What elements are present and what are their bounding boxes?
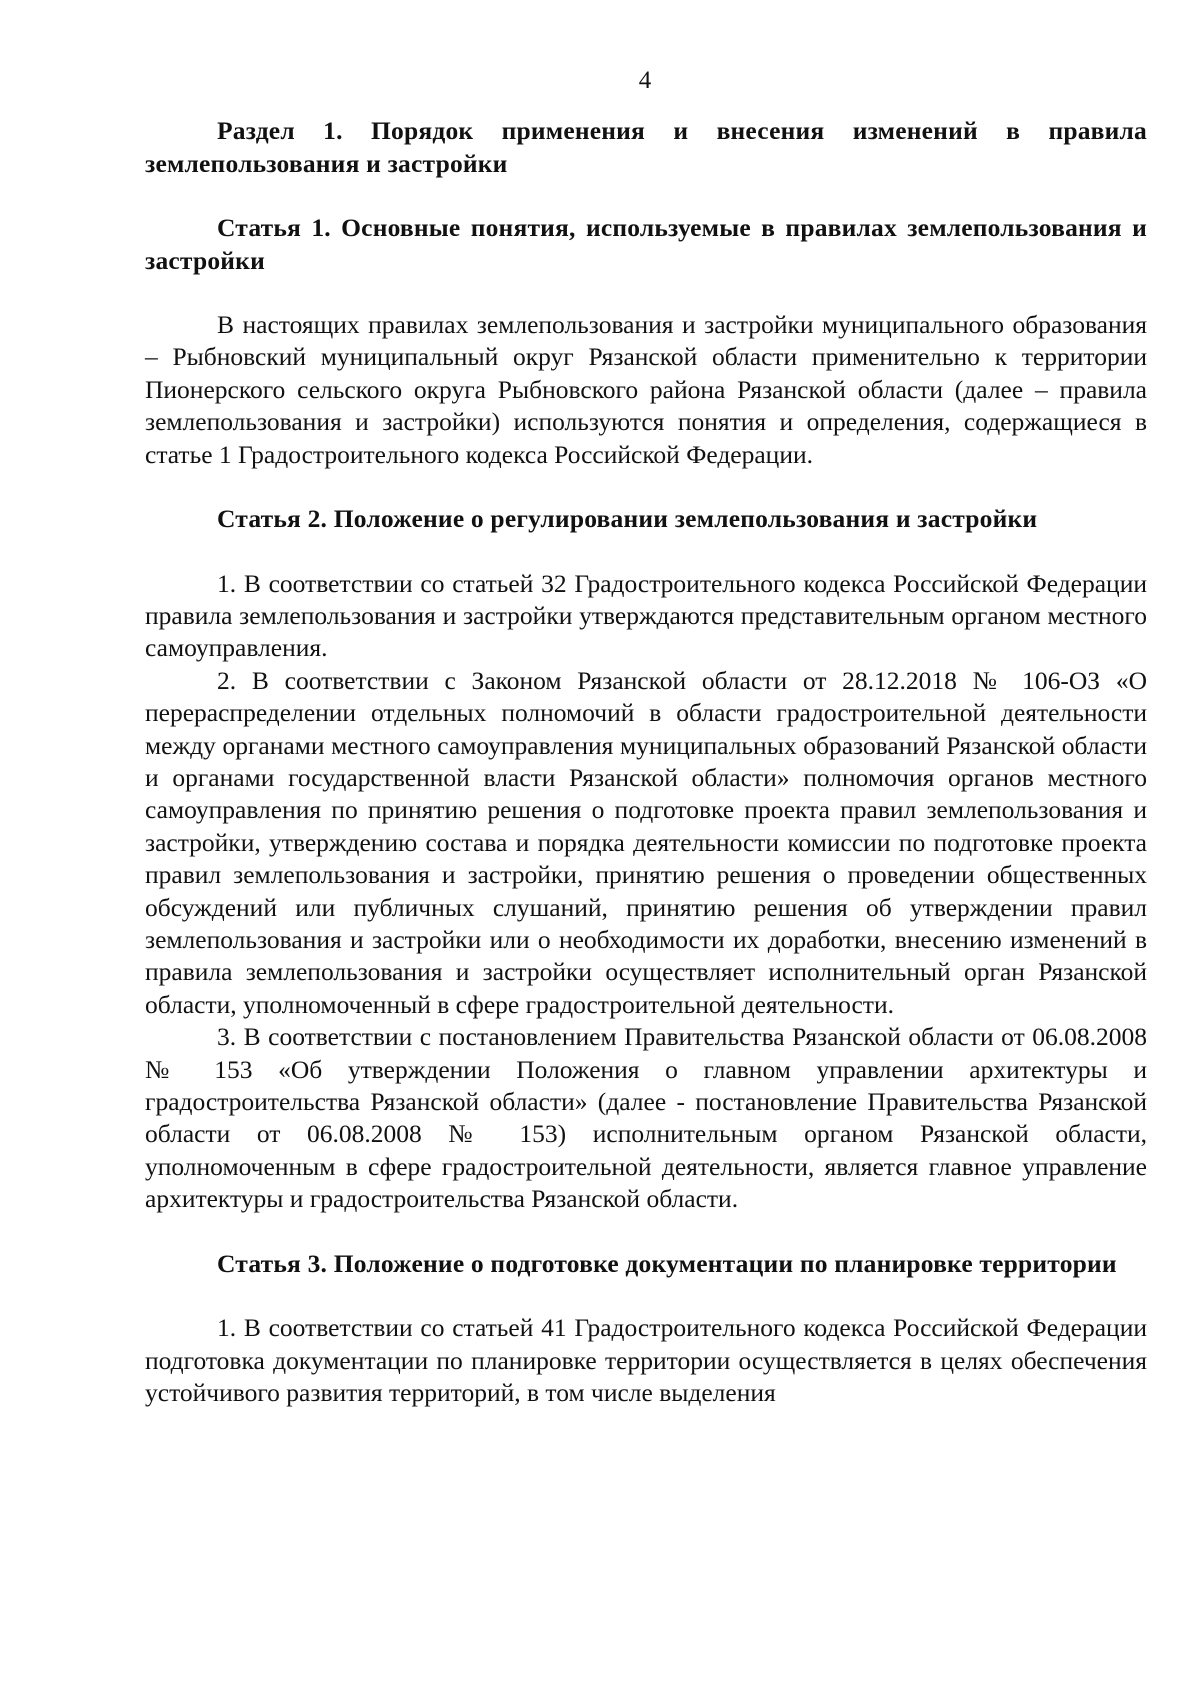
- article-3-heading: Статья 3. Положение о подготовке документации по планировке территории: [217, 1248, 1117, 1278]
- article-2-paragraph-2: 2. В соответствии с Законом Рязанской области от 28.12.2018 № 106-ОЗ «О перераспределении отдельных полномочий в области градостроительной деятельности между органами местного самоуправления муниципальных образований Рязанской области и органами государственной власти Рязанской области» полномочия органов местного самоуправления по принятию решения о подготовке проекта правил землепользования и застройки, утверждению состава и порядка деятельности комиссии по подготовке проекта правил землепользования и застройки, принятию решения о проведении общественных обсуждений или публичных слушаний, принятию решения об утверждении правил землепользования и застройки или о необходимости их доработки, внесению изменений в правила землепользования и застройки осуществляет исполнительный орган Рязанской области, уполномоченный в сфере градостроительной деятельности.: [145, 665, 1147, 1019]
- article-2-heading: Статья 2. Положение о регулировании землепользования и застройки: [217, 504, 1038, 534]
- article-2-paragraph-3: 3. В соответствии с постановлением Правительства Рязанской области от 06.08.2008 № 153 «Об утверждении Положения о главном управлении архитектуры и градостроительства Рязанской области» (далее - постановление Правительства Рязанской области от 06.08.2008 № 153) исполнительным органом Рязанской области, уполномоченным в сфере градостроительной деятельности, является главное управление архитектуры и градостроительства Рязанской области.: [145, 1022, 1147, 1214]
- article-3-paragraph-1: 1. В соответствии со статьей 41 Градостроительного кодекса Российской Федерации подготовка документации по планировке территории осуществляется в целях обеспечения устойчивого развития территорий, в том числе выделения: [145, 1313, 1147, 1407]
- article-1-heading: Статья 1. Основные понятия, используемые в правилах землепользования и застройки: [145, 213, 1147, 275]
- article-1-paragraph: В настоящих правилах землепользования и застройки муниципального образования – Рыбновский муниципальный округ Рязанской области применительно к территории Пионерского сельского округа Рыбновского района Рязанской области (далее – правила землепользования и застройки) используются понятия и определения, содержащиеся в статье 1 Градостроительного кодекса Российской Федерации.: [145, 310, 1147, 469]
- article-2-paragraph-1: 1. В соответствии со статьей 32 Градостроительного кодекса Российской Федерации правила землепользования и застройки утверждаются представительным органом местного самоуправления.: [145, 568, 1147, 663]
- page-number: 4: [638, 67, 652, 94]
- section-heading: Раздел 1. Порядок применения и внесения изменений в правила землепользования и застройки: [145, 116, 1147, 178]
- document-body: [145, 115, 1147, 1409]
